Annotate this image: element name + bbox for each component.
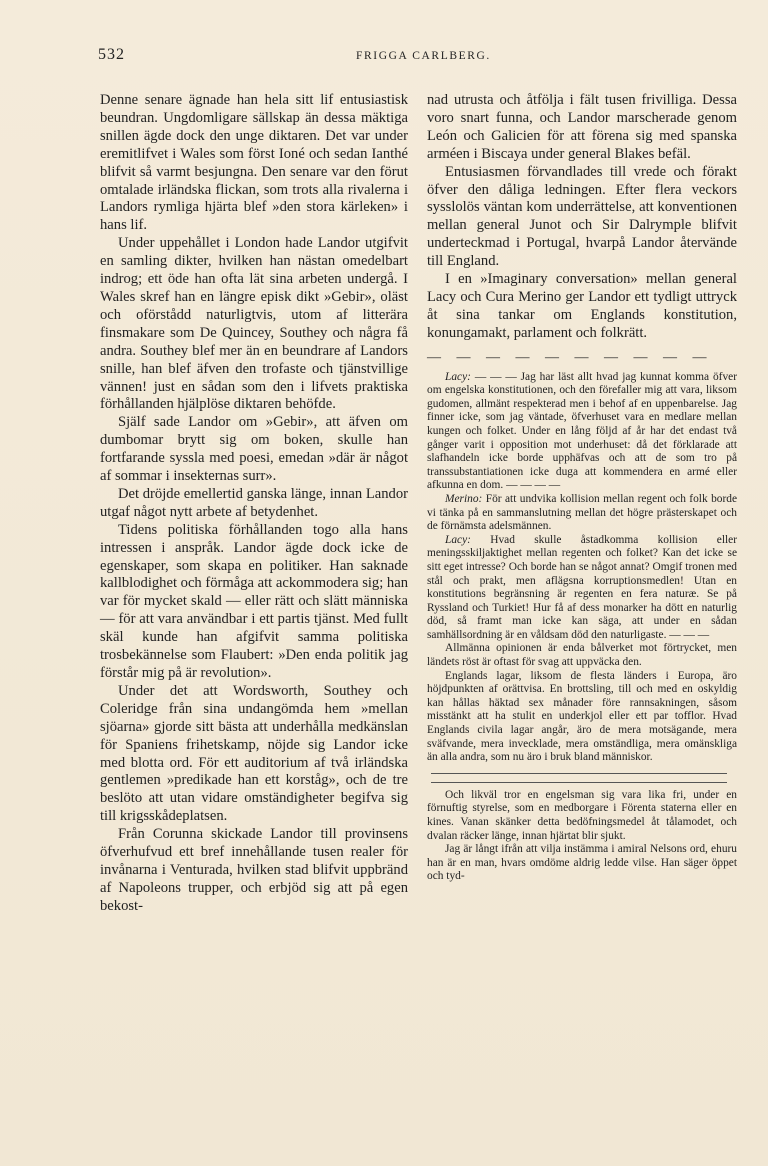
running-title: FRIGGA CARLBERG. xyxy=(356,50,491,62)
paragraph: Tidens politiska förhållanden togo alla hans intressen i anspråk. Landor ägde dock icke de egenskaper, som skapa en politiker. Han saknade kallblodighet och förmåga att ackommodera sig; han var för mycket skald — eller rätt och slätt människa — för att vara användbar i ett partis tjänst. Med fullt skäl kunde han afgifvit samma politiska trosbekännelse som Flaubert: »Den enda politik jag förstår mig på är revolution». xyxy=(100,521,408,681)
left-column xyxy=(100,92,408,916)
dialogue-line: Lacy: Hvad skulle åstadkomma kollision eller meningsskiljaktighet mellan regenten och folket? Kan det icke se sitt eget intresse? Och borde han se något annat? Omgif tronen med stål och prakt, men aflägsna korruptionsmedlen! Utan en konstitutions begränsning är regenten en fera naturæ. Se på Ryssland och Turkiet! Hur få af dess monarker ha dött en naturlig död, så framt man icke kan säga, att under en sådan samhällsordning är en våldsam död den naturligaste. — — — xyxy=(427,533,737,641)
horizontal-rule xyxy=(431,773,727,774)
paragraph: Själf sade Landor om »Gebir», att äfven om dumbomar brytt sig om boken, skulle han fortfarande syssla med poesi, emedan »där är något af sommar i insekternas surr». xyxy=(100,414,408,485)
paragraph: Entusiasmen förvandlades till vrede och förakt öfver den dåliga ledningen. Efter flera veckors sysslolös väntan kom underrättelse, att konventionen mellan general Junot och Sir Dalrymple blifvit underteckmad i Portugal, hvarpå Landor återvände till England. xyxy=(427,163,737,270)
page-number: 532 xyxy=(98,46,125,63)
speaker: Lacy: xyxy=(445,370,471,383)
paragraph: Under det att Wordsworth, Southey och Coleridge från sina undangömda hem »mellan sjöarna» gjorde sitt bästa att underhålla medkänslan för Spaniens frihetskamp, nöjde sig Landor icke med blotta ord. För ett auditorium af två irländska gentlemen »predikade han ett korståg», och de tre beslöto att utan vidare omständigheter begifva sig till krigsskådeplatsen. xyxy=(100,682,408,825)
paragraph: I en »Imaginary conversation» mellan general Lacy och Cura Merino ger Landor ett tydligt uttryck åt sina tankar om Englands konstitution, konungamakt, parlament och folkrätt. xyxy=(427,271,737,341)
page-header xyxy=(98,46,738,66)
dialogue-line: Merino: För att undvika kollision mellan regent och folk borde vi tänka på en sammanslutning mellan det högre prästerskapet och de förnämsta adelsmännen. xyxy=(427,492,737,533)
paragraph: Från Corunna skickade Landor till provinsens öfverhufvud ett bref innehållande tusen realer för invånarna i Venturada, hvilken stad blifvit uppbränd af Napoleons trupper, och erbjöd sig att på egen bekost- xyxy=(100,826,408,914)
paragraph: Jag är långt ifrån att vilja instämma i amiral Nelsons ord, ehuru han är en man, hvars omdöme aldrig ledde vilse. Han säger öppet och tyd- xyxy=(427,843,737,883)
right-column xyxy=(427,92,737,884)
speaker: Merino: xyxy=(445,492,483,505)
speaker: Lacy: xyxy=(445,533,471,546)
dialogue-line: Lacy: — — — Jag har läst allt hvad jag kunnat komma öfver om engelska konstitutionen, och den förefaller mig att vara, liksom gudomen, allmänt respekterad men i behof af en uppenbarelse. Jag finner icke, som jag väntade, öfverhuset vara en medlare mellan kungen och folket. Under en lång följd af år har det endast två gånger varit i opposition mot underhuset: då det förklarade att slafhandeln icke borde upphäfvas och att de som tro på transsubstantiationen icke duga att kommendera en armé eller afkunna en dom. — — — — xyxy=(427,370,737,492)
paragraph: Under uppehållet i London hade Landor utgifvit en samling dikter, hvilken han nästan omedelbart indrog; ett öde han ofta lät sina arbeten undergå. I Wales skref han en längre episk dikt »Gebir», oläst och oförstådd naturligtvis, utom af litterära finsmakare som De Quincey, Southey och några få andra. Southey blef mer än en beundrare af Landors snille, han blef äfven den trofaste och tjänstvillige vännen! just en sådan som den i lifvets praktiska förhållanden hjälplöse diktaren behöfde. xyxy=(100,235,408,413)
paragraph: Och likväl tror en engelsman sig vara lika fri, under en förnuftig styrelse, som en medborgare i Förenta staterna eller en kines. Vanan skänker detta bedöfningsmedel åt tålamodet, och dvalan räcker länge, innan hjärtat blir sjukt. xyxy=(427,788,737,842)
paragraph: Denne senare ägnade han hela sitt lif entusiastisk beundran. Ungdomligare sällskap än dessa mäktiga snillen ägde dock den unge diktaren. Det var under eremitlifvet i Wales som först Ioné och sedan Ianthé blifvit så varmt besjungna. Den senare var den förut omtalade irländska flickan, som trots alla rivalerna i Landors rymliga hjärta blef »den stora kärleken» i hans lif. xyxy=(100,92,408,234)
dash-separator: — — — — — — — — — — xyxy=(427,349,713,365)
dialogue-line: Allmänna opinionen är enda bålverket mot förtrycket, men ländets röst är oftast för svag att uppväcka den. xyxy=(427,642,737,669)
dialogue-line: Englands lagar, liksom de flesta länders i Europa, äro höjdpunkten af orättvisa. En brottsling, till och med en oskyldig kan hållas häktad sex månader före rannsakningen, såsom misstänkt att ha stulit en underkjol eller ett par tofflor. Hvad Englands civila lagar angår, äro de mera motsägande, mera sväfvande, mera invecklade, mera omständliga, mera omänskliga än alla andra, som nu äro i bruk bland människor. xyxy=(427,669,737,764)
paragraph: nad utrusta och åtfölja i fält tusen frivilliga. Dessa voro snart funna, och Landor marscherade genom León och Galicien för att förena sig med spanska arméen i Biscaya under general Blakes befäl. xyxy=(427,92,737,162)
paragraph: Det dröjde emellertid ganska länge, innan Landor utgaf något nytt arbete af betydenhet. xyxy=(100,485,408,520)
